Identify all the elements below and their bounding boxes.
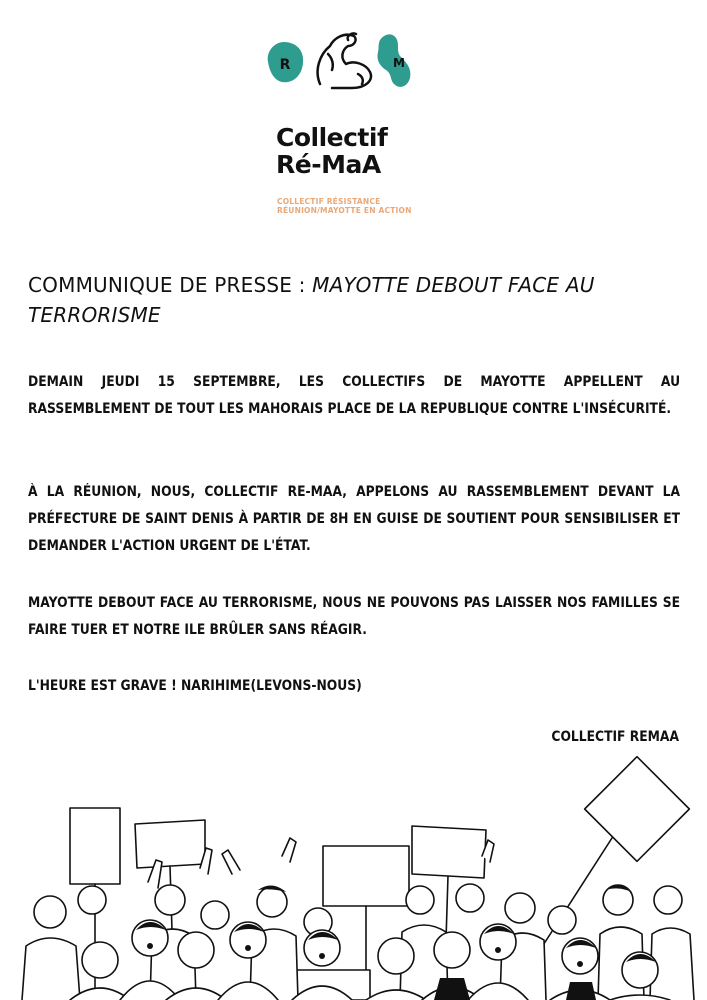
paragraph-1: DEMAIN JEUDI 15 SEPTEMBRE, LES COLLECTIFS DE MAYOTTE APPELLENT AU RASSEMBLEMENT DE TOUT LES MAHORAIS PLACE DE LA REPUBLIQUE CONTRE L'INSÉCURITÉ. <box>28 374 681 417</box>
logo-graphic <box>262 24 422 104</box>
paragraph-3: MAYOTTE DEBOUT FACE AU TERRORISME, NOUS NE POUVONS PAS LAISSER NOS FAMILLES SE FAIRE TUER ET NOTRE ILE BRÛLER SANS RÉAGIR. <box>28 595 681 638</box>
title-emphasis: MAYOTTE DEBOUT FACE AU TERRORISME <box>28 273 595 327</box>
logo-subtitle: COLLECTIF RÉSISTANCE RÉUNION/MAYOTTE EN ACTION <box>277 197 412 215</box>
collectif-logo <box>262 24 422 215</box>
press-release-title <box>28 270 688 330</box>
paragraph-2: À LA RÉUNION, NOUS, COLLECTIF RE-MAA, APPELONS AU RASSEMBLEMENT DEVANT LA PRÉFECTURE DE SAINT DENIS À PARTIR DE 8H EN GUISE DE SOUTIENT POUR SENSIBILISER ET DEMANDER L'ACTION URGENT DE L'ÉTAT. <box>28 484 681 554</box>
logo-title-line1: Collectif <box>276 123 388 152</box>
badge-left-letter: R <box>279 57 291 73</box>
protest-crowd-illustration <box>0 750 707 1000</box>
flexed-arm-icon <box>318 33 371 88</box>
paragraph-4: L'HEURE EST GRAVE ! NARIHIME(LEVONS-NOUS) <box>28 678 362 694</box>
signature: COLLECTIF REMAA <box>551 729 679 745</box>
title-prefix: COMMUNIQUE DE PRESSE : <box>28 273 313 297</box>
badge-right-letter: M <box>393 56 405 70</box>
logo-title <box>276 124 387 178</box>
logo-title-line2: Ré-MaA <box>276 150 381 179</box>
